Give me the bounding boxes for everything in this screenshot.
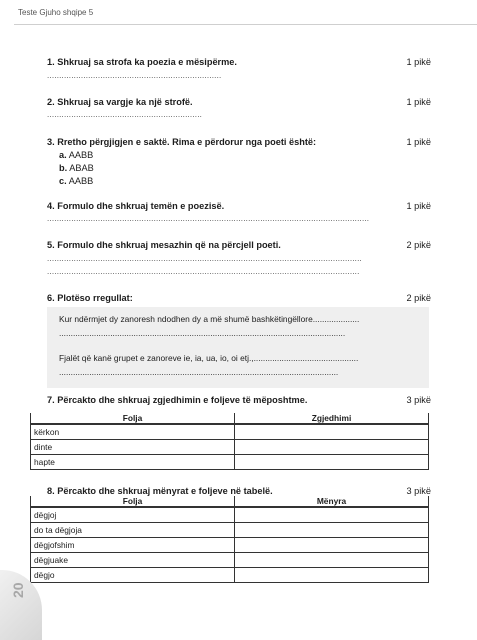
question-8-text: 8. Përcakto dhe shkruaj mënyrat e foljeve në tabelë.: [47, 486, 273, 496]
answer-line[interactable]: ..................................................................................................................................: [47, 254, 362, 263]
option-a[interactable]: a. AABB: [59, 150, 94, 160]
option-c[interactable]: c. AABB: [59, 176, 94, 186]
answer-cell[interactable]: [235, 455, 429, 470]
question-7-text: 7. Përcakto dhe shkruaj zgjedhimin e foljeve të mëposhtme.: [47, 395, 308, 405]
verb-cell: hapte: [31, 455, 235, 470]
table-row: [31, 424, 429, 440]
table-row: [31, 568, 429, 583]
question-7: [47, 395, 431, 405]
answer-cell[interactable]: [235, 424, 429, 440]
rule-2-line[interactable]: Fjalët që kanë grupet e zanoreve ie, ia, ua, io, oi etj.,.............................................: [59, 353, 359, 363]
answer-cell[interactable]: [235, 568, 429, 583]
question-4-text: 4. Formulo dhe shkruaj temën e poezisë.: [47, 201, 225, 211]
column-header-mood: Mënyra: [235, 496, 429, 507]
answer-cell[interactable]: [235, 507, 429, 523]
rule-1-answer-line[interactable]: ...........................................................................................................................: [59, 328, 346, 338]
answer-cell[interactable]: [235, 553, 429, 568]
page-header: Teste Gjuho shqipe 5: [18, 8, 94, 17]
conjugation-table: [30, 413, 429, 470]
question-1-points: 1 pikë: [406, 57, 431, 67]
verb-cell: dëgjuake: [31, 553, 235, 568]
rule-1-line[interactable]: Kur ndërmjet dy zanoresh ndodhen dy a më shumë bashkëtingëllore....................: [59, 314, 360, 324]
question-8-points: 3 pikë: [406, 486, 431, 496]
question-2: [47, 97, 431, 107]
question-3-points: 1 pikë: [406, 137, 431, 147]
verb-cell: do ta dëgjoja: [31, 523, 235, 538]
rule-2-answer-line[interactable]: ........................................................................................................................: [59, 367, 339, 377]
table-row: [31, 440, 429, 455]
answer-line[interactable]: ................................................................: [47, 110, 203, 119]
table-row: [31, 553, 429, 568]
verb-cell: dëgjo: [31, 568, 235, 583]
question-1: [47, 57, 431, 67]
question-5-text: 5. Formulo dhe shkruaj mesazhin që na përcjell poeti.: [47, 240, 281, 250]
question-2-points: 1 pikë: [406, 97, 431, 107]
answer-line[interactable]: .................................................................................................................................: [47, 267, 360, 276]
column-header-verb: Folja: [31, 413, 235, 424]
question-5: [47, 240, 431, 250]
mood-table: [30, 496, 429, 583]
verb-cell: dëgjoj: [31, 507, 235, 523]
table-row: [31, 455, 429, 470]
question-6: [47, 293, 431, 303]
page-number: 20: [10, 582, 26, 598]
option-b[interactable]: b. ABAB: [59, 163, 94, 173]
question-5-points: 2 pikë: [406, 240, 431, 250]
answer-cell[interactable]: [235, 538, 429, 553]
question-8: [47, 486, 431, 496]
table-row: [31, 507, 429, 523]
question-4-points: 1 pikë: [406, 201, 431, 211]
answer-line[interactable]: .....................................................................................................................................: [47, 214, 370, 223]
table-header-row: [31, 496, 429, 507]
verb-cell: dinte: [31, 440, 235, 455]
question-3-text: 3. Rretho përgjigjen e saktë. Rima e përdorur nga poeti është:: [47, 137, 317, 147]
table-row: [31, 523, 429, 538]
verb-cell: dëgjofshim: [31, 538, 235, 553]
answer-cell[interactable]: [235, 440, 429, 455]
question-4: [47, 201, 431, 211]
table-row: [31, 538, 429, 553]
question-7-points: 3 pikë: [406, 395, 431, 405]
column-header-conjugation: Zgjedhimi: [235, 413, 429, 424]
column-header-verb: Folja: [31, 496, 235, 507]
table-header-row: [31, 413, 429, 424]
question-2-text: 2. Shkruaj sa vargje ka një strofë.: [47, 97, 193, 107]
question-3: [47, 137, 431, 147]
verb-cell: kërkon: [31, 424, 235, 440]
question-1-text: 1. Shkruaj sa strofa ka poezia e mësipërme.: [47, 57, 237, 67]
answer-line[interactable]: ........................................................................: [47, 71, 222, 80]
header-divider: [14, 24, 477, 25]
question-6-text: 6. Plotëso rregullat:: [47, 293, 133, 303]
question-6-points: 2 pikë: [406, 293, 431, 303]
answer-cell[interactable]: [235, 523, 429, 538]
